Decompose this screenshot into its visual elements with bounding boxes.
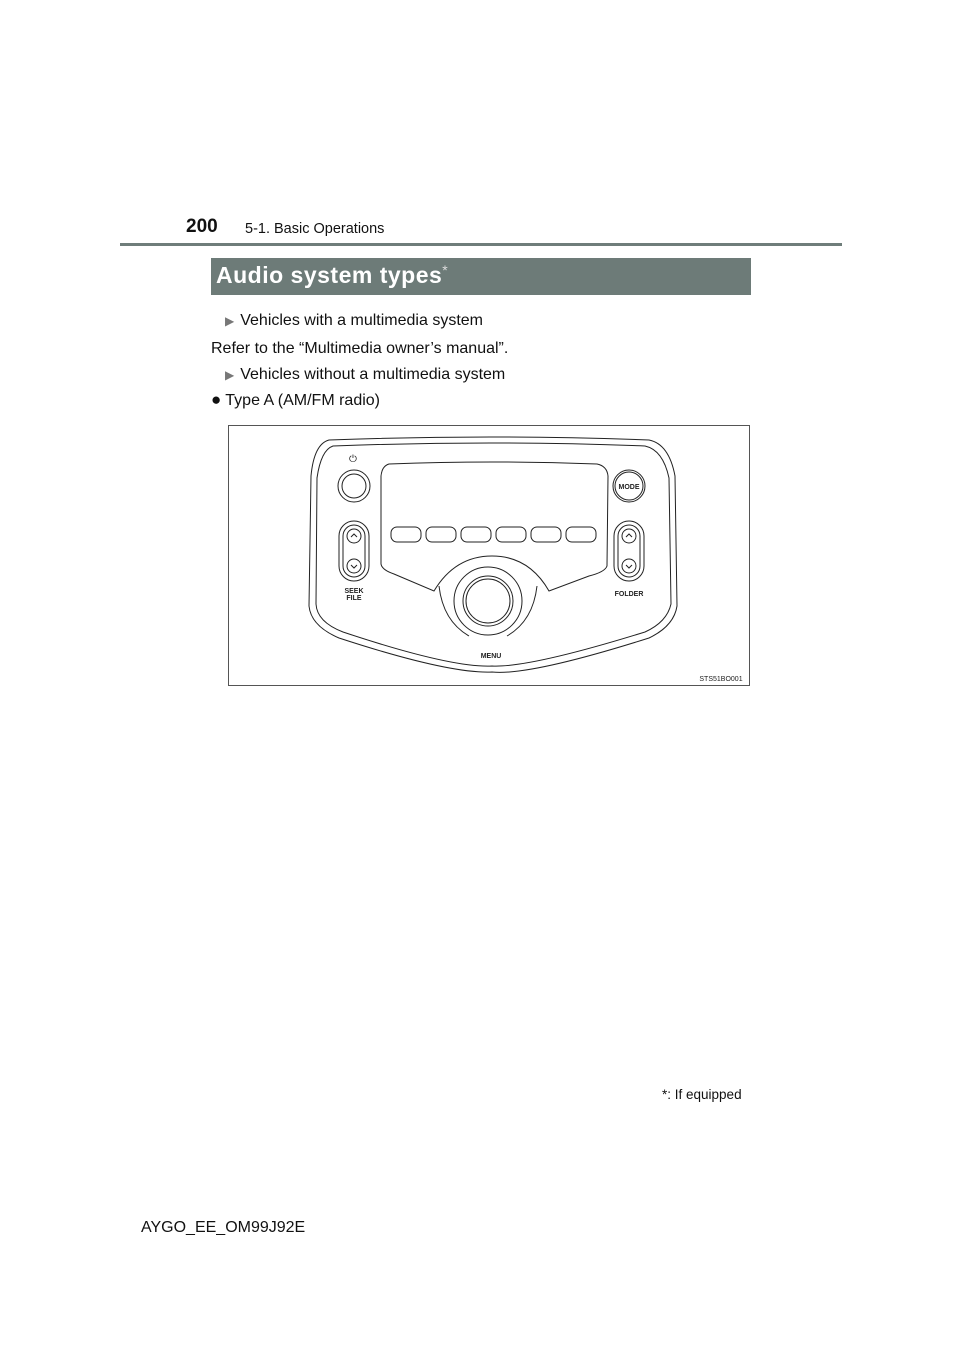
panel-outline xyxy=(309,437,677,672)
mode-label: MODE xyxy=(618,484,640,491)
file-label: FILE xyxy=(346,595,362,602)
note-text: Refer to the “Multimedia owner’s manual”. xyxy=(211,340,509,357)
equipped-star: * xyxy=(442,262,449,278)
circle-bullet-icon: ● xyxy=(211,390,222,409)
preset-buttons xyxy=(391,527,596,542)
item-text: Type A (AM/FM radio) xyxy=(225,392,380,409)
audio-panel-illustration xyxy=(228,425,750,686)
power-button xyxy=(338,470,370,502)
heading-text: Audio system types xyxy=(216,262,443,288)
model-code: AYGO_EE_OM99J92E xyxy=(141,1219,306,1236)
menu-label: MENU xyxy=(480,653,502,660)
page-number: 200 xyxy=(186,216,218,237)
header-rule xyxy=(120,243,842,246)
triangle-bullet-icon: ▶ xyxy=(225,314,235,328)
menu-knob xyxy=(439,567,537,636)
folder-rocker xyxy=(614,521,644,581)
section-title: 5-1. Basic Operations xyxy=(245,221,385,237)
seek-file-rocker xyxy=(339,521,369,581)
page-heading xyxy=(216,262,448,289)
figure-code: STS51BO001 xyxy=(699,676,743,683)
footnote-star: * xyxy=(662,1087,668,1102)
power-icon: ⏻ xyxy=(349,454,357,465)
list-item xyxy=(211,390,380,410)
item-text: Vehicles without a multimedia system xyxy=(240,366,506,383)
list-item xyxy=(225,366,505,384)
triangle-bullet-icon: ▶ xyxy=(225,368,235,382)
footnote xyxy=(662,1087,742,1102)
list-item xyxy=(225,312,483,330)
folder-label: FOLDER xyxy=(614,591,644,598)
seek-label: SEEK xyxy=(344,588,364,595)
item-text: Vehicles with a multimedia system xyxy=(240,312,483,329)
footnote-text: : If equipped xyxy=(667,1087,742,1102)
